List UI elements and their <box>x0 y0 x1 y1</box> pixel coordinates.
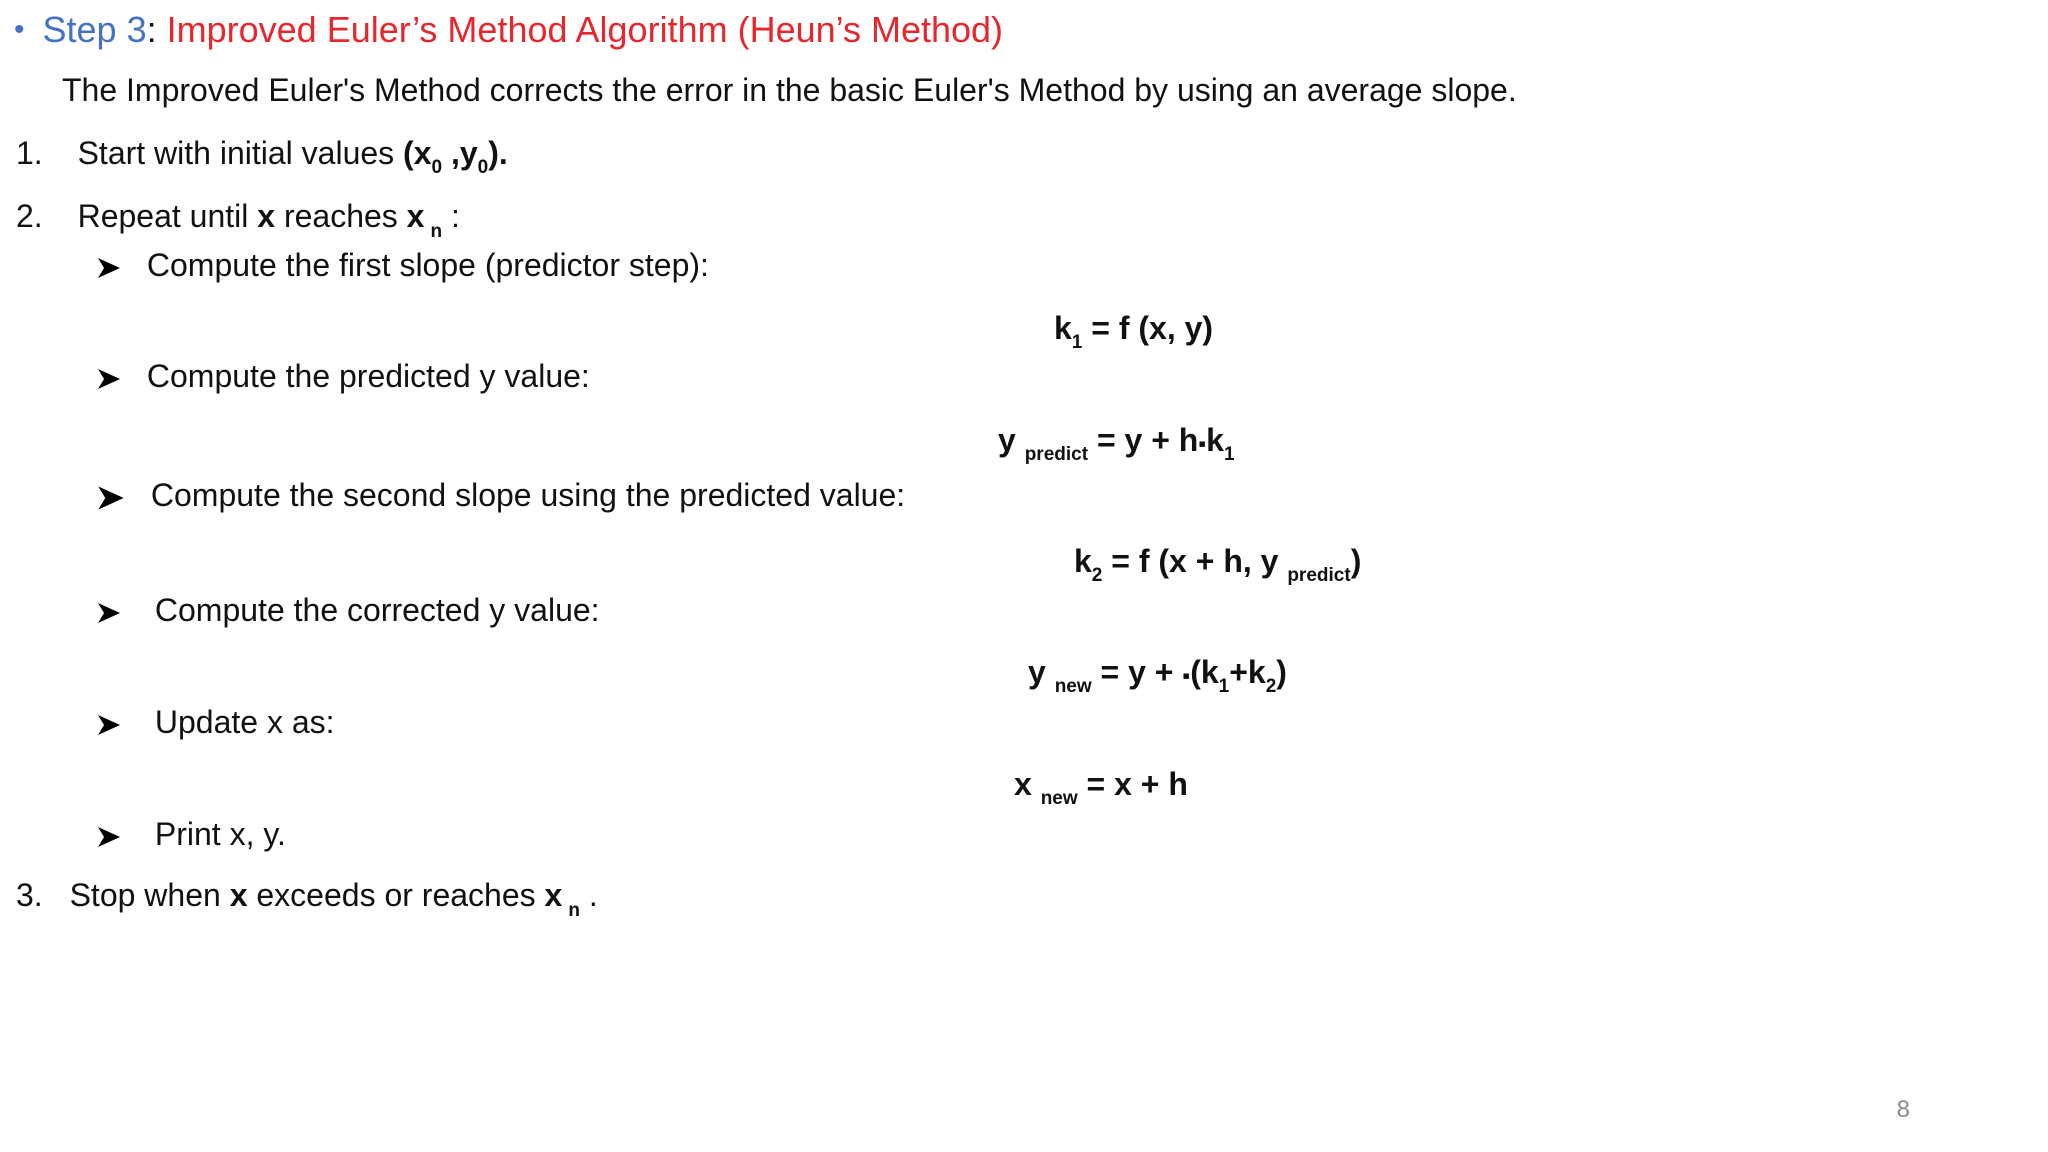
substep-text: Compute the corrected y value: <box>154 592 600 628</box>
substep-2 <box>96 356 590 396</box>
eq-rhs: ) <box>1276 654 1287 690</box>
list-number: 2. <box>16 198 43 234</box>
substep-text: Compute the second slope using the predicted value: <box>150 477 906 513</box>
eq-rhs: +k <box>1229 654 1266 690</box>
var-xn: x <box>406 198 425 234</box>
subscript: 1 <box>1218 676 1230 697</box>
initial-y: ,y <box>442 135 478 171</box>
eq-lhs: x <box>1014 766 1032 802</box>
eq-rhs: = f (x, y) <box>1082 310 1214 346</box>
bullet-icon: • <box>14 13 25 46</box>
equation-y-predict <box>998 420 1235 475</box>
substep-text: Compute the first slope (predictor step): <box>146 247 709 283</box>
step-separator: : <box>146 9 157 50</box>
step-title: Improved Euler’s Method Algorithm (Heun’s Method) <box>166 9 1004 50</box>
arrow-bullet-icon <box>96 600 122 626</box>
eq-rhs: ) <box>1350 543 1362 579</box>
eq-rhs: k <box>1206 422 1224 458</box>
subscript: 0 <box>477 157 489 178</box>
eq-lhs: k <box>1074 543 1092 579</box>
list-item-3 <box>16 875 598 931</box>
list-text: Stop when <box>69 877 230 913</box>
subscript: predict <box>1287 565 1351 586</box>
substep-3 <box>96 475 905 515</box>
page-number: 8 <box>1896 1096 1910 1123</box>
eq-lhs: y <box>1028 654 1046 690</box>
list-text: Start with initial values <box>77 135 404 171</box>
step-label: Step 3 <box>42 9 147 50</box>
list-number: 1. <box>16 135 43 171</box>
subscript: 2 <box>1265 676 1277 697</box>
substep-text: Print x, y. <box>154 816 286 852</box>
eq-lhs: k <box>1054 310 1072 346</box>
subscript: 0 <box>431 157 443 178</box>
list-text: : <box>442 198 460 234</box>
var-x: x <box>229 877 248 913</box>
substep-text: Update x as: <box>154 704 335 740</box>
subscript: 1 <box>1071 332 1083 353</box>
eq-rhs: = y + <box>1091 654 1183 690</box>
arrow-bullet-icon <box>96 824 122 850</box>
var-xn: x <box>544 877 563 913</box>
subscript: new <box>1054 676 1092 697</box>
substep-text: Compute the predicted y value: <box>146 358 590 394</box>
list-item-1 <box>16 133 508 188</box>
list-text: exceeds or reaches <box>247 877 545 913</box>
arrow-bullet-icon <box>96 366 122 392</box>
subscript: n <box>430 221 443 242</box>
arrow-bullet-icon <box>96 255 122 281</box>
equation-k1 <box>1054 308 1213 363</box>
subscript: new <box>1040 788 1078 809</box>
arrow-bullet-icon <box>96 712 122 738</box>
eq-rhs: = x + h <box>1077 766 1188 802</box>
subscript: predict <box>1024 444 1089 465</box>
eq-rhs: (k <box>1190 654 1219 690</box>
equation-y-new <box>1028 652 1287 707</box>
multiply-dot-icon: ▪ <box>1198 431 1207 456</box>
list-text: Repeat until <box>77 198 258 234</box>
equation-x-new <box>1014 764 1188 819</box>
list-item-2 <box>16 196 460 252</box>
substep-6 <box>96 814 286 854</box>
eq-rhs: = y + h <box>1088 422 1199 458</box>
initial-x: (x <box>403 135 432 171</box>
substep-1 <box>96 245 709 285</box>
list-text: reaches <box>275 198 407 234</box>
substep-5 <box>96 702 335 742</box>
list-text: . <box>579 877 598 913</box>
eq-rhs: = f (x + h, y <box>1102 543 1288 579</box>
list-number: 3. <box>16 877 43 913</box>
multiply-dot-icon: ▪ <box>1182 663 1191 688</box>
arrow-bullet-icon <box>96 483 126 513</box>
equation-k2 <box>1074 541 1361 596</box>
subscript: 2 <box>1091 565 1103 586</box>
initial-close: ). <box>488 135 508 171</box>
var-x: x <box>257 198 276 234</box>
intro-paragraph: The Improved Euler's Method corrects the error in the basic Euler's Method by using an average slope. <box>62 72 1517 108</box>
eq-lhs: y <box>998 422 1016 458</box>
substep-4 <box>96 590 600 630</box>
subscript: n <box>568 900 580 921</box>
step-heading <box>14 8 1003 55</box>
subscript: 1 <box>1223 444 1235 465</box>
